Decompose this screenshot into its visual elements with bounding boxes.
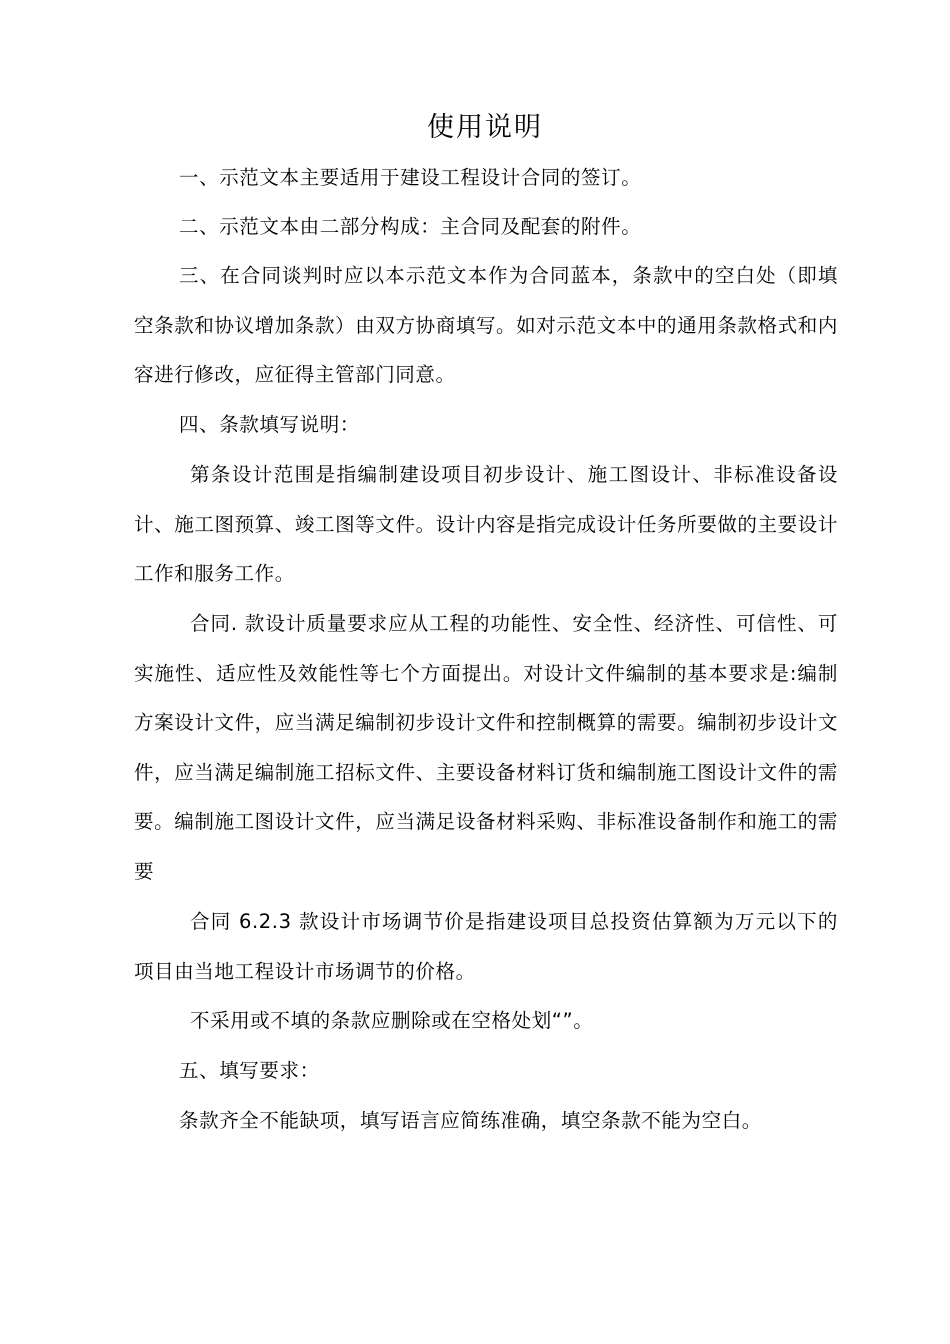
paragraph-3: 三、在合同谈判时应以本示范文本作为合同蓝本，条款中的空白处（即填空条款和协议增加条款）由双方协商填写。如对示范文本中的通用条款格式和内容进行修改，应征得主管部门同意。 (134, 264, 838, 386)
paragraph-7: 合同 6.2.3 款设计市场调节价是指建设项目总投资估算额为万元以下的项目由当地工程设计市场调节的价格。 (134, 910, 838, 983)
paragraph-4: 四、条款填写说明： (179, 413, 360, 436)
paragraph-5: 第条设计范围是指编制建设项目初步设计、施工图设计、非标准设备设计、施工图预算、竣工图等文件。设计内容是指完成设计任务所要做的主要设计工作和服务工作。 (134, 463, 838, 585)
paragraph-1: 一、示范文本主要适用于建设工程设计合同的签订。 (179, 166, 642, 189)
paragraph-8: 不采用或不填的条款应删除或在空格处划“”。 (190, 1009, 594, 1032)
paragraph-6: 合同. 款设计质量要求应从工程的功能性、安全性、经济性、可信性、可实施性、适应性及效能性等七个方面提出。对设计文件编制的基本要求是:编制方案设计文件，应当满足编制初步设计文件和控制概算的需要。编制初步设计文件，应当满足编制施工招标文件、主要设备材料订货和编制施工图设计文件的需要。编制施工图设计文件，应当满足设备材料采购、非标准设备制作和施工的需要 (134, 612, 838, 883)
document-title: 使用说明 (427, 112, 543, 143)
paragraph-9: 五、填写要求： (179, 1059, 320, 1082)
paragraph-2: 二、示范文本由二部分构成：主合同及配套的附件。 (179, 215, 642, 238)
paragraph-10: 条款齐全不能缺项，填写语言应简练准确，填空条款不能为空白。 (179, 1109, 762, 1132)
